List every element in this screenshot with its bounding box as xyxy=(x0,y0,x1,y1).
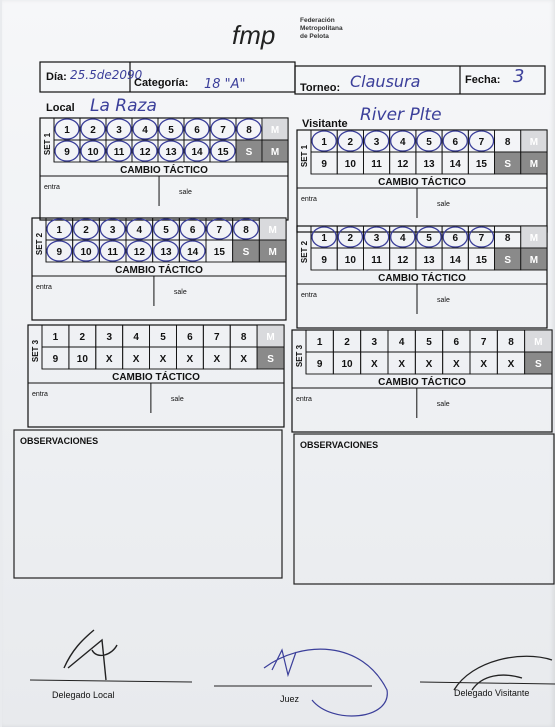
player-number: X xyxy=(507,359,515,370)
player-number: 6 xyxy=(452,233,459,244)
player-number: X xyxy=(213,354,221,365)
player-number: X xyxy=(132,354,140,365)
player-number: 4 xyxy=(398,337,405,348)
player-number: 1 xyxy=(52,332,59,343)
player-number: M xyxy=(270,125,280,136)
player-number: M xyxy=(266,332,275,343)
player-number: 3 xyxy=(109,225,116,236)
player-number: 4 xyxy=(142,125,148,136)
set-label: SET 2 xyxy=(35,232,44,256)
player-number: 3 xyxy=(116,125,122,136)
set-label: SET 3 xyxy=(31,339,40,363)
player-number: 14 xyxy=(187,247,199,258)
set-3-local-block xyxy=(28,325,284,427)
cambio-tactico-title: CAMBIO TÁCTICO xyxy=(115,265,203,276)
player-number: 1 xyxy=(56,225,63,236)
sale-label: sale xyxy=(437,201,450,208)
player-number: 4 xyxy=(399,137,406,148)
player-number: 11 xyxy=(371,159,382,170)
player-number: 14 xyxy=(449,159,461,170)
player-number: 15 xyxy=(475,255,488,266)
fecha-value: 3 xyxy=(513,66,525,87)
player-number: 6 xyxy=(194,125,200,136)
cambio-tactico-title: CAMBIO TÁCTICO xyxy=(112,372,200,383)
entra-label: entra xyxy=(32,391,48,398)
player-number: 2 xyxy=(90,125,96,136)
player-number: 13 xyxy=(423,255,435,266)
player-number: 2 xyxy=(83,225,89,236)
player-number: 7 xyxy=(216,225,223,236)
set-1-local-block xyxy=(40,118,288,220)
player-number: 2 xyxy=(347,233,354,244)
player-number: 8 xyxy=(246,125,252,136)
player-number: 10 xyxy=(341,359,353,370)
set-2-local-block xyxy=(32,218,286,320)
player-number: 11 xyxy=(371,255,382,266)
player-number: 9 xyxy=(316,359,323,370)
visitante-team-name: River Plte xyxy=(360,105,442,125)
delegado-visitante-label: Delegado Visitante xyxy=(454,688,530,698)
player-number: 4 xyxy=(133,332,139,343)
player-number: 9 xyxy=(56,247,63,258)
player-number: 5 xyxy=(426,337,432,348)
player-number: S xyxy=(504,255,512,266)
player-number: 15 xyxy=(213,247,225,258)
dia-value: 25.5de2090 xyxy=(70,68,143,82)
player-number: 12 xyxy=(397,255,409,266)
sale-label: sale xyxy=(437,297,450,304)
logo-text: fmp xyxy=(232,20,276,50)
player-number: 1 xyxy=(321,137,327,148)
player-number: X xyxy=(370,359,378,370)
player-number: 13 xyxy=(165,147,177,158)
cambio-tactico-title: CAMBIO TÁCTICO xyxy=(120,165,208,176)
sale-label: sale xyxy=(173,289,187,296)
player-number: S xyxy=(242,247,250,258)
player-number: 10 xyxy=(80,247,92,258)
federation-line-2: Metropolitana xyxy=(300,25,343,32)
player-number: M xyxy=(529,255,539,266)
set-label: SET 3 xyxy=(295,344,304,368)
player-number: 4 xyxy=(136,225,143,236)
player-number: 3 xyxy=(373,233,380,244)
player-number: 6 xyxy=(453,337,460,348)
set-label: SET 1 xyxy=(300,144,309,168)
sets-svg xyxy=(2,0,555,727)
player-number: 5 xyxy=(160,332,166,343)
player-number: 1 xyxy=(64,125,70,136)
delegado-local-label: Delegado Local xyxy=(52,690,115,700)
player-number: S xyxy=(504,159,512,170)
player-number: 7 xyxy=(478,137,485,148)
cambio-tactico-title: CAMBIO TÁCTICO xyxy=(378,177,466,188)
torneo-value: Clausura xyxy=(350,72,421,91)
player-number: 12 xyxy=(139,147,151,158)
player-number: 12 xyxy=(397,159,409,170)
player-number: 8 xyxy=(504,233,511,244)
player-number: X xyxy=(398,359,406,370)
player-number: 9 xyxy=(321,255,327,266)
player-number: 5 xyxy=(426,137,432,148)
player-number: M xyxy=(534,337,543,348)
visitante-label: Visitante xyxy=(302,118,348,130)
player-number: X xyxy=(452,359,460,370)
sets-layer xyxy=(2,0,555,727)
sale-label: sale xyxy=(170,396,184,403)
player-number: 5 xyxy=(168,125,174,136)
torneo-label: Torneo: xyxy=(300,82,341,94)
player-number: 13 xyxy=(423,159,435,170)
player-number: 3 xyxy=(373,137,380,148)
cambio-tactico-title: CAMBIO TÁCTICO xyxy=(378,273,466,284)
player-number: X xyxy=(425,359,433,370)
cambio-tactico-title: CAMBIO TÁCTICO xyxy=(378,377,466,388)
player-number: 2 xyxy=(347,137,354,148)
player-number: 1 xyxy=(316,337,323,348)
player-number: 13 xyxy=(160,247,172,258)
player-number: 8 xyxy=(243,225,249,236)
player-number: 7 xyxy=(220,125,226,136)
player-number: 10 xyxy=(87,147,99,158)
player-number: S xyxy=(534,359,542,370)
player-number: 6 xyxy=(187,332,193,343)
player-number: 2 xyxy=(344,337,350,348)
entra-label: entra xyxy=(301,292,317,299)
player-number: 2 xyxy=(79,332,86,343)
player-number: X xyxy=(186,354,194,365)
player-number: 14 xyxy=(449,255,461,266)
categoria-value: 18 "A" xyxy=(204,77,246,92)
player-number: 4 xyxy=(399,233,406,244)
local-label: Local xyxy=(46,102,75,114)
dia-label: Día: xyxy=(46,71,67,83)
fecha-label: Fecha: xyxy=(465,74,501,86)
player-number: 9 xyxy=(64,147,70,158)
federation-line-3: de Pelota xyxy=(300,33,329,40)
player-number: X xyxy=(240,354,248,365)
player-number: 10 xyxy=(76,354,88,365)
player-number: X xyxy=(159,354,167,365)
player-number: 1 xyxy=(321,233,327,244)
player-number: 8 xyxy=(240,332,247,343)
player-number: 12 xyxy=(133,247,145,258)
entra-label: entra xyxy=(36,284,52,291)
player-number: 11 xyxy=(107,247,118,258)
juez-label: Juez xyxy=(280,694,300,704)
player-number: 11 xyxy=(113,147,125,158)
player-number: 9 xyxy=(321,159,327,170)
entra-label: entra xyxy=(296,396,312,403)
player-number: 10 xyxy=(344,255,356,266)
player-number: 9 xyxy=(52,354,59,365)
player-number: M xyxy=(529,137,539,148)
sale-label: sale xyxy=(436,401,450,408)
player-number: 6 xyxy=(189,225,196,236)
player-number: M xyxy=(529,233,539,244)
player-number: 7 xyxy=(480,337,487,348)
player-number: 10 xyxy=(344,159,356,170)
local-team-name: La Raza xyxy=(90,96,157,116)
player-number: M xyxy=(529,159,539,170)
player-number: 3 xyxy=(106,332,113,343)
player-number: 14 xyxy=(191,147,203,158)
player-number: 15 xyxy=(217,147,229,158)
player-number: X xyxy=(480,359,488,370)
player-number: 15 xyxy=(475,159,488,170)
observaciones-visit-label: OBSERVACIONES xyxy=(300,440,379,450)
set-label: SET 2 xyxy=(300,240,309,264)
player-number: 6 xyxy=(452,137,459,148)
player-number: 8 xyxy=(508,337,514,348)
federation-line-1: Federación xyxy=(300,17,335,24)
set-label: SET 1 xyxy=(43,132,52,156)
player-number: M xyxy=(268,247,277,258)
player-number: 7 xyxy=(213,332,220,343)
player-number: 5 xyxy=(426,233,432,244)
set-2-visit-block xyxy=(297,226,547,328)
player-number: X xyxy=(105,354,113,365)
player-number: M xyxy=(270,147,280,158)
categoria-label: Categoría: xyxy=(134,77,189,89)
player-number: 8 xyxy=(504,137,511,148)
paper-sheet xyxy=(2,0,555,727)
player-number: M xyxy=(268,225,277,236)
player-number: S xyxy=(267,354,274,365)
player-number: 5 xyxy=(163,225,169,236)
entra-label: entra xyxy=(301,196,317,203)
observaciones-local-label: OBSERVACIONES xyxy=(20,436,99,446)
player-number: 7 xyxy=(478,233,485,244)
sale-label: sale xyxy=(179,189,192,196)
player-number: 3 xyxy=(371,337,378,348)
player-number: S xyxy=(245,147,253,158)
set-1-visit-block xyxy=(297,130,547,232)
entra-label: entra xyxy=(44,184,60,191)
set-3-visit-block xyxy=(292,330,552,432)
